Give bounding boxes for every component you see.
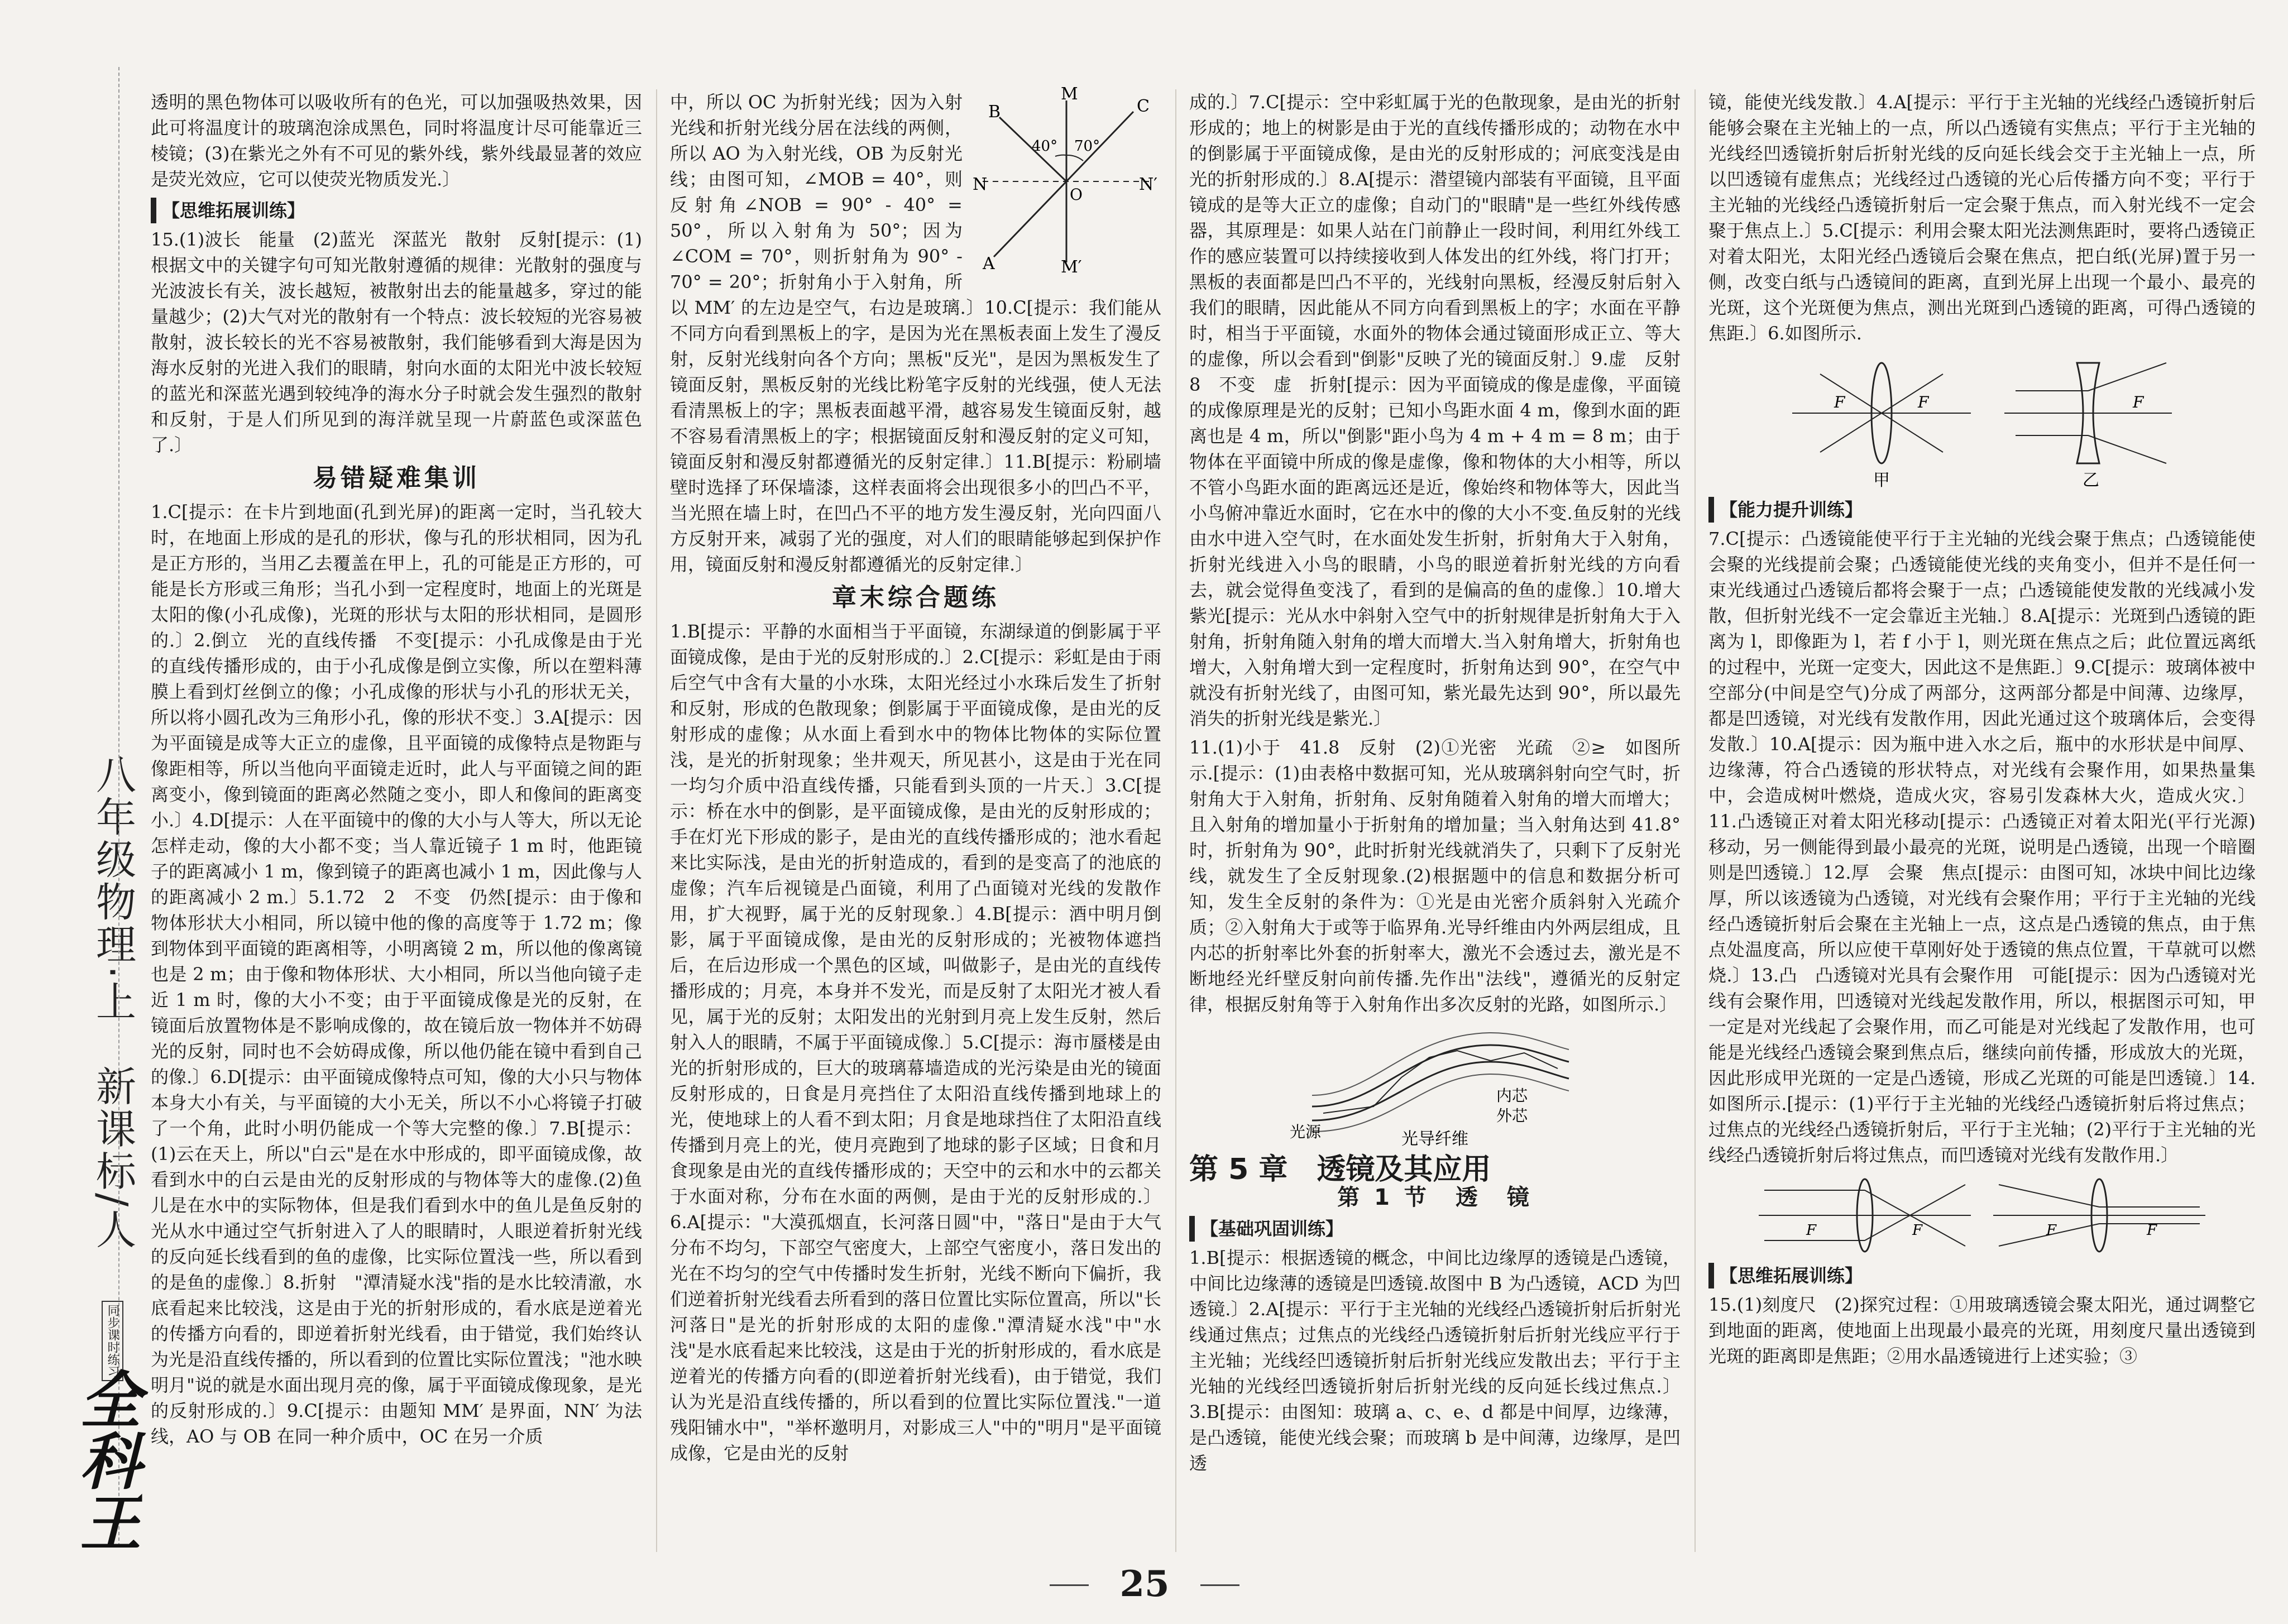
section-label: 【思维拓展训练】 <box>1708 1263 2256 1288</box>
section-label: 【思维拓展训练】 <box>151 198 642 223</box>
answer-paragraph: 透明的黑色物体可以吸收所有的色光，可以加强吸热效果，因此可将温度计的玻璃泡涂成黑色，同时将温度计尽可能靠近三棱镜；(3)在紫光之外有不可见的紫外线，紫外线最显著的效应是荧光效应，它可以使荧光物质发光.〕 <box>151 92 642 190</box>
svg-text:F: F <box>2046 1222 2057 1239</box>
reflection-refraction-diagram <box>971 84 1161 277</box>
logo-subtitle: 同步课时练习 <box>102 1301 123 1381</box>
svg-text:F: F <box>1834 393 1845 411</box>
label-Mp: M′ <box>1061 257 1082 277</box>
column-divider <box>656 89 657 1552</box>
section-heading: 章末综合题练 <box>832 583 999 612</box>
answer-paragraph: 15.(1)刻度尺 (2)探究过程：①用玻璃透镜会聚太阳光，通过调整它到地面的距离，使地面上出现最小最亮的光斑，用刻度尺量出透镜到光斑的距离即是焦距；②用水晶透镜进行上述实验；③ <box>1708 1294 2256 1367</box>
svg-text:F: F <box>2133 393 2144 411</box>
label-O: O <box>1070 185 1083 204</box>
svg-text:F: F <box>1806 1222 1817 1239</box>
section-title: 第 1 节 透 镜 <box>1337 1185 1533 1210</box>
answer-paragraph: 1.B[提示：根据透镜的概念，中间比边缘厚的透镜是凸透镜，中间比边缘薄的透镜是凹透镜.故图中 B 为凸透镜，ACD 为凹透镜.〕2.A[提示：平行于主光轴的光线经凸透镜折射后折射光线通过焦点；过焦点的光线经凸透镜折射后折射光线应平行于主光轴；光线经凹透镜折射后折射光线应发散出去；平行于主光轴的光线经凹透镜折射后折射光线的反向延长线过焦点.〕3.B[提示：由图知：玻璃 a、c、e、d 都是中间厚，边缘薄，是凸透镜，能使光线会聚；而玻璃 b 是中间薄，边缘厚，是凹透 <box>1189 1247 1681 1474</box>
answer-paragraph: 成的.〕7.C[提示：空中彩虹属于光的色散现象，是由光的折射形成的；地上的树影是由于光的直线传播形成的；动物在水中的倒影属于平面镜成像，是由光的反射形成的；河底变浅是由光的折射形成的.〕8.A[提示：潜望镜内部装有平面镜，且平面镜成的是等大正立的虚像；自动门的"眼睛"是一些红外线传感器，其原理是：如果人站在门前静止一段时间，利用红外线工作的感应装置可以持续接收到人体发出的红外线，将门打开；黑板的表面都是凹凸不平的，光线射向黑板，经漫反射后射入我们的眼睛，因此能从不同方向看到黑板上的字；水面在平静时，相当于平面镜，水面外的物体会通过镜面形成正立、等大的虚像，所以会看到"倒影"反映了光的镜面反射.〕9.虚 反射 8 不变 虚 折射[提示：因为平面镜成的像是虚像，平面镜的成像原理是光的反射；已知小鸟距水面 4 m，像到水面的距离也是 4 m，所以"倒影"距小鸟为 4 m + 4 m = 8 m；由于物体在平面镜中所成的像是虚像，像和物体的大小相等，所以不管小鸟距水面的距离远还是近，像始终和物体等大，因此当小鸟俯冲靠近水面时，它在水中的像的大小不变.鱼反射的光线由水中进入空气时，在水面处发生折射，折射角大于入射角，折射光线进入小鸟的眼睛，小鸟的眼逆着折射光线的方向看去，就会觉得鱼变浅了，看到的是偏高的鱼的虚像.〕10.增大 紫光[提示：光从水中斜射入空气中的折射规律是折射角大于入射角，折射角随入射角的增大而增大.当入射角增大，折射角也增大，入射角增大到一定程度时，折射角达到 90°，在空气中就没有折射光线了，由图可知，紫光最先达到 90°，所以最先消失的折射光线是紫光.〕 <box>1189 92 1699 729</box>
lens-diagram-2 <box>1753 1173 2211 1257</box>
answer-paragraph: 7.C[提示：凸透镜能使平行于主光轴的光线会聚于焦点；凸透镜能使会聚的光线提前会聚；凸透镜能使光线的夹角变小，但并不是任何一束光线通过凸透镜后都将会聚于一点；凸透镜能使发散的光线减小发散，但折射光线不一定会靠近主光轴.〕8.A[提示：光斑到凸透镜的距离为 l，即像距为 l，若 f 小于 l，则光斑在焦点之后；此位置远离纸的过程中，光斑一定变大，因此这不是焦距.〕9.C[提示：玻璃体被中空部分(中间是空气)分成了两部分，这两部分都是中间薄、边缘厚，都是凹透镜，对光线有发散作用，因此光通过这个玻璃体后，会变得发散.〕10.A[提示：因为瓶中进入水之后，瓶中的水形状是中间厚、边缘薄，符合凸透镜的形状特点，对光线有会聚作用，如果热量集中，会造成树叶燃烧，造成火灾，容易引发森林大火，造成火灾.〕11.凸透镜正对着太阳光移动[提示：凸透镜正对着太阳光(平行光源)移动，另一侧能得到最小最亮的光斑，说明是凸透镜，出现一个暗圈则是凹透镜.〕12.厚 会聚 焦点[提示：由图可知，冰块中间比边缘厚，所以该透镜为凸透镜，对光线有会聚作用；平行于主光轴的光线经凸透镜折射后会聚在主光轴上一点，这点是凸透镜的焦点，由于焦点处温度高，所以应使干草刚好处于透镜的焦点位置，干草就可以燃烧.〕13.凸 凸透镜对光具有会聚作用 可能[提示：因为凸透镜对光线有会聚作用，凹透镜对光线起发散作用，所以，根据图示可知，甲一定是对光线起了会聚作用，而乙可能是对光线起了发散作用，也可能是光线经凸透镜会聚到焦点后，继续向前传播，形成放大的光斑，因此形成甲光斑的一定是凸透镜，形成乙光斑的可能是凹透镜.〕14.如图所示.[提示：(1)平行于主光轴的光线经凸透镜折射后将过焦点；过焦点的光线经凸透镜折射后，平行于主光轴；(2)平行于主光轴的光线经凸透镜折射后将过焦点，而凹透镜对光线有发散作用.〕 <box>1708 528 2256 1166</box>
figure-caption: 光导纤维 <box>1401 1129 1468 1149</box>
label-M: M <box>1061 84 1078 104</box>
svg-text:F: F <box>2147 1222 2157 1239</box>
column-2 <box>670 84 1161 1552</box>
figure-label-yi: 乙 <box>2083 471 2099 490</box>
label-B: B <box>988 102 1001 122</box>
book-spine <box>0 0 140 1624</box>
angle-label: 40° <box>1032 138 1058 155</box>
publisher-logo <box>61 1301 142 1591</box>
label-C: C <box>1137 97 1150 116</box>
label-A: A <box>983 254 995 274</box>
answer-paragraph: 1.C[提示：在卡片到地面(孔到光屏)的距离一定时，当孔较大时，在地面上形成的是孔的形状，像与孔的形状相同，因为孔是正方形的，当用乙去覆盖在甲上，孔的可能是正方形的，可能是长方形或三角形；当孔小到一定程度时，地面上的光斑是太阳的像(小孔成像)，光斑的形状与太阳的形状相同，是圆形的.〕2.倒立 光的直线传播 不变[提示：小孔成像是由于光的直线传播形成的，由于小孔成像是倒立实像，所以在塑料薄膜上看到灯丝倒立的像；小孔成像的形状与小孔的形状无关，所以将小圆孔改为三角形小孔，像的形状不变.〕3.A[提示：因为平面镜是成等大正立的虚像，且平面镜的成像特点是物距与像距相等，所以当他向平面镜走近时，此人与平面镜之间的距离变小，像到镜面的距离必然随之变小，即人和像间的距离变小.〕4.D[提示：人在平面镜中的像的大小与人等大，所以无论怎样走动，像的大小都不变；当人靠近镜子 1 m 时，他距镜子的距离减小 1 m，像到镜子的距离也减小 1 m，因此像与人的距离减小 2 m.〕5.1.72 2 不变 仍然[提示：由于像和物体形状大小相同，所以镜中他的像的高度等于 1.72 m；像到物体到平面镜的距离相等，小明离镜 2 m，所以他的像离镜也是 2 m；由于像和物体形状、大小相同，所以当他向镜子走近 1 m 时，像的大小不变；由于平面镜成像是光的反射，在镜面后放置物体是不影响成像的，故在镜后放一物体并不妨碍光的反射，同时也不会妨碍成像，所以他仍能在镜中看到自己的像.〕6.D[提示：由平面镜成像特点可知，像的大小只与物体本身大小有关，与平面镜的大小无关，所以不小心将镜子打破了一个角，此时小明仍能成一个等大完整的像.〕7.B[提示：(1)云在天上，所以"白云"是在水中形成的，即平面镜成像，故看到水中的白云是由光的反射形成的与物体等大的虚像.(2)鱼儿是在水中的实际物体，但是我们看到水中的鱼儿是鱼反射的光从水中通过空气折射进入了人的眼睛时，人眼逆着折射光线的反向延长线看到的鱼的虚像，比实际位置浅一些，所以看到的是鱼的虚像.〕8.折射 "潭清疑水浅"指的是水比较清澈，水底看起来比较浅，这是由于光的折射形成的，看水底是逆着光的传播方向看的，即逆着折射光线看，由于错觉，我们始终认为光是沿直线传播的，所以看到的位置比实际位置浅；"池水映明月"说的就是水面出现月亮的像，属于平面镜成像现象，是光的反射形成的.〕9.C[提示：由题知 MM′ 是界面，NN′ 为法线，AO 与 OB 在同一种介质中，OC 在另一介质 <box>151 501 642 1447</box>
label-N: N <box>973 175 988 194</box>
section-label: 【能力提升训练】 <box>1708 497 2256 523</box>
outer-label: 外芯 <box>1496 1106 1528 1125</box>
column-divider <box>1695 89 1696 1552</box>
chapter-title: 第 5 章 透镜及其应用 <box>1189 1153 1491 1186</box>
column-4 <box>1708 89 2256 1552</box>
answer-paragraph: 15.(1)波长 能量 (2)蓝光 深蓝光 散射 反射[提示：(1)根据文中的关键字句可知光散射遵循的规律：光散射的强度与光波波长有关，波长越短，被散射出去的能量越多，穿过的能量越少；(2)大气对光的散射有一个特点：波长较短的光容易被散射，波长较长的光不容易被散射，我们能够看到大海是因为海水反射的光进入我们的眼睛，射向水面的太阳光中波长较短的蓝光和深蓝光遇到较纯净的海水分子时就会发生强烈的散射和反射，于是人们所见到的海洋就呈现一片蔚蓝色或深蓝色了.〕 <box>151 229 642 456</box>
source-label: 光源 <box>1290 1123 1322 1141</box>
svg-text:F: F <box>1912 1222 1923 1239</box>
ray-ao <box>994 181 1066 257</box>
answer-paragraph: 中，所以 OC 为折射光线；因为入射光线和折射光线分居在法线的两侧，所以 AO 为入射光线，OB 为反射光线；由图可知，∠MOB = 40°，则反射角∠NOB = 90° - 40° = 50°，所以入射角为 50°；因为∠COM = 70°，则折射角为 90° - 70° = 20°；折射角小于入射角，所以 MM′ 的左边是空气，右边是玻璃.〕10.C[提示：我们能从不同方向看到黑板上的字，是因为光在黑板表面上发生了漫反射，反射光线射向各个方向；黑板"反光"，是因为黑板发生了镜面反射，黑板反射的光线比粉笔字反射的光线强，使人无法看清黑板上的字；黑板表面越平滑，越容易发生镜面反射，越不容易看清黑板上的字；根据镜面反射和漫反射的定义可知，镜面反射和漫反射都遵循光的反射定律.〕11.B[提示：粉刷墙壁时选择了环保墙漆，这样表面将会出现很多小的凹凸不平，当光照在墙上时，在凹凸不平的地方发生漫反射，光向四面八方反射开来，减弱了光的强度，对人们的眼睛能够起到保护作用，镜面反射和漫反射都遵循光的反射定律.〕 <box>670 92 1161 575</box>
section-heading: 易错疑难集训 <box>313 464 480 492</box>
section-label: 【基础巩固训练】 <box>1189 1216 1681 1242</box>
inner-label: 内芯 <box>1496 1086 1528 1105</box>
answer-paragraph: 1.B[提示：平静的水面相当于平面镜，东湖绿道的倒影属于平面镜成像，是由于光的反射形成的.〕2.C[提示：彩虹是由于雨后空气中含有大量的小水珠，太阳光经过小水珠后发生了折射和反射，形成的色散现象；倒影属于平面镜成像，是由光的反射形成的虚像；从水面上看到水中的物体比物体的实际位置浅，是光的折射现象；坐井观天，所见甚小，这是由于光在同一均匀介质中沿直线传播，只能看到头顶的一片天.〕3.C[提示：桥在水中的倒影，是平面镜成像，是由光的反射形成的；手在灯光下形成的影子，是由光的直线传播形成的；池水看起来比实际浅，是由光的折射造成的，看到的是变高了的池底的虚像；汽车后视镜是凸面镜，利用了凸面镜对光线的发散作用，扩大视野，属于光的反射现象.〕4.B[提示：酒中明月倒影，属于平面镜成像，是由光的反射形成的；光被物体遮挡后，在后边形成一个黑色的区域，叫做影子，是由光的直线传播形成的；月亮，本身并不发光，而是反射了太阳光才被人看见，属于光的反射；太阳发出的光射到月亮上发生反射，然后射入人的眼睛，不属于平面镜成像.〕5.C[提示：海市蜃楼是由光的折射形成的，巨大的玻璃幕墙造成的光污染是由光的镜面反射形成的，日食是月亮挡住了太阳沿直线传播到地球上的光，使地球上的人看不到太阳；月食是地球挡住了太阳沿直线传播到月亮上的光，使月亮跑到了地球的影子区域；日食和月食现象是由光的直线传播形成的；天空中的云和水中的云都关于水面对称，分布在水面的两侧，是由于光的反射形成的.〕6.A[提示："大漠孤烟直，长河落日圆"中，"落日"是由于大气分布不均匀，下部空气密度大，上部空气密度小，落日发出的光在不均匀的空气中传播时发生折射，光线不断向下偏折，我们逆着折射光线看去所看到的落日位置比实际位置高，所以"长河落日"是光的折射形成的太阳的虚像."潭清疑水浅"中"水浅"是水底看起来比较浅，这是由于光的折射形成的，看水底是逆着光的传播方向看的(即逆着折射光线看)，由于错觉，我们认为光是沿直线传播的，所以看到的位置比实际位置浅."一道残阳铺水中"，"举杯邀明月，对影成三人"中的"明月"是平面镜成像，它是由光的反射 <box>670 621 1161 1464</box>
figure-label-jia: 甲 <box>1873 471 1890 490</box>
lens-diagram-1 <box>1781 352 2183 491</box>
answer-paragraph: 11.(1)小于 41.8 反射 (2)①光密 光疏 ②≥ 如图所示.[提示：(1)由表格中数据可知，光从玻璃斜射向空气时，折射角大于入射角，折射角、反射角随着入射角的增大而增大；且入射角的增加量小于折射角的增加量；当入射角达到 41.8°时，折射角为 90°，此时折射光线就消失了，只剩下了反射光线，就发生了全反射现象.(2)根据题中的信息和数据分析可知，发生全反射的条件为：①光是由光密介质斜射入光疏介质；②入射角大于或等于临界角.光导纤维由内外两层组成，且内芯的折射率比外套的折射率大，激光不会透过去，激光是不断地经光纤壁反射向前传播.先作出"法线"，遵循光的反射定律，根据反射角等于入射角作出多次反射的光路，如图所示.〕 <box>1189 737 1681 1015</box>
label-Np: N′ <box>1139 175 1158 194</box>
answer-paragraph: 镜，能使光线发散.〕4.A[提示：平行于主光轴的光线经凸透镜折射后能够会聚在主光轴上的一点，所以凸透镜有实焦点；平行于主光轴的光线经凹透镜折射后折射光线的反向延长线会交于主光轴上一点，所以凹透镜有虚焦点；光线经过凸透镜的光心后传播方向不变；平行于主光轴的光线经凸透镜折射后一定会聚于焦点，而入射光线不一定会聚于焦点上.〕5.C[提示：利用会聚太阳光法测焦距时，要将凸透镜正对着太阳光，太阳光经凸透镜后会聚在焦点，把白纸(光屏)置于另一侧，改变白纸与凸透镜间的距离，直到光屏上出现一个最小、最亮的光斑，这个光斑便为焦点，测出光斑到凸透镜的距离，可得凸透镜的焦距.〕6.如图所示. <box>1708 92 2256 344</box>
optical-fiber-diagram <box>1290 1023 1580 1149</box>
page-number: 25 <box>1094 1563 1195 1605</box>
column-1 <box>151 89 642 1552</box>
column-3 <box>1189 89 1699 1552</box>
angle-label: 70° <box>1074 138 1100 155</box>
column-divider <box>1175 89 1176 1552</box>
logo-title: 全科王 <box>70 1368 142 1552</box>
spine-title: 八年级物理·上 新课标/人 <box>89 754 136 1252</box>
svg-text:F: F <box>1918 393 1929 411</box>
